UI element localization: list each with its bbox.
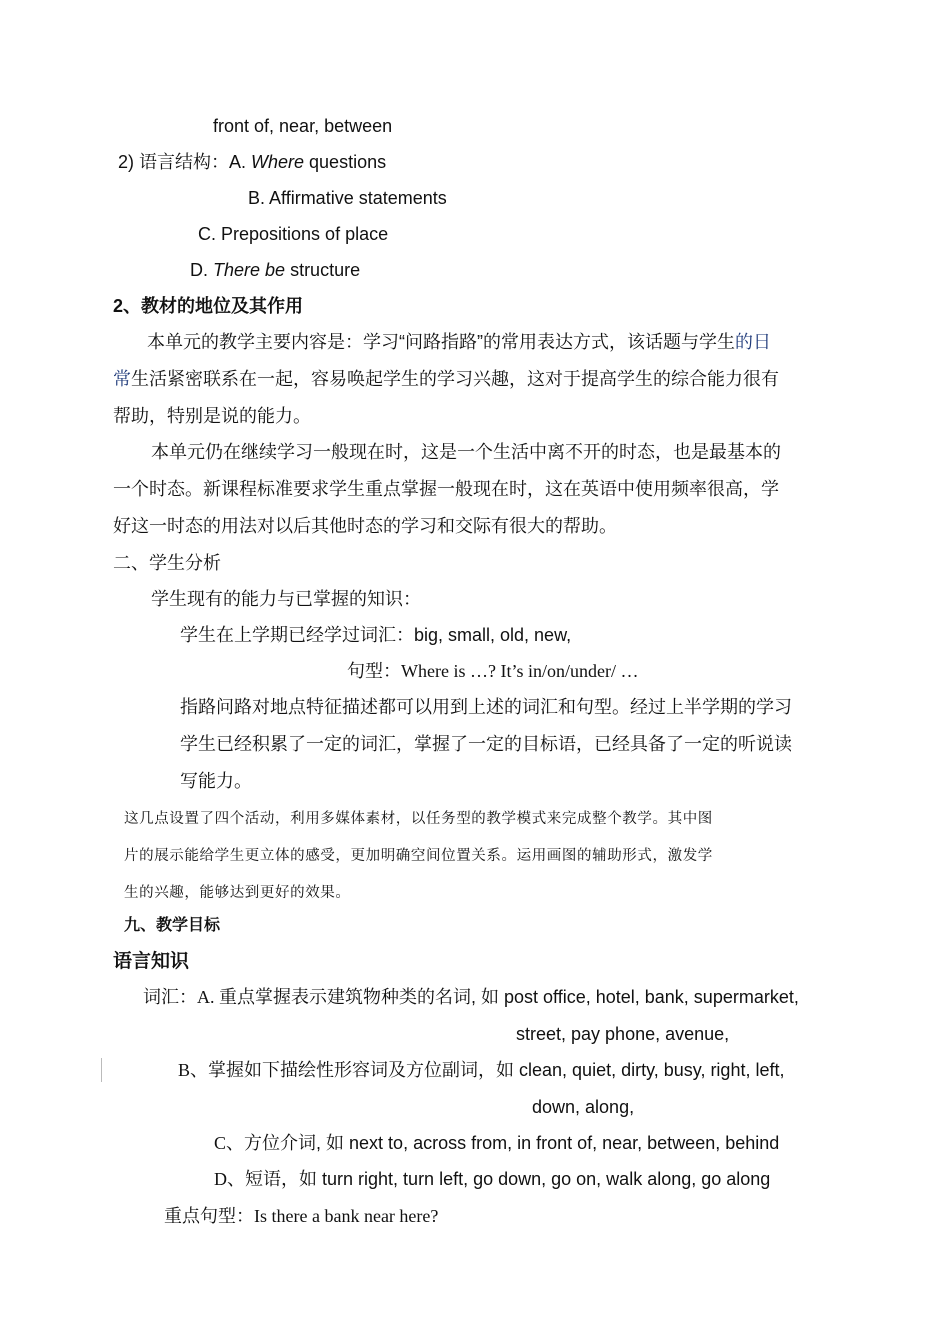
item-prefix: D、 [214,1169,245,1189]
vocab-continuation: front of, near, between [213,116,393,136]
item-description: 重点掌握表示建筑物种类的名词, 如 [219,987,505,1007]
paragraph-line [147,330,771,354]
note-line: 片的展示能给学生更立体的感受，更加明确空间位置关系。运用画图的辅助形式，激发学 [124,848,713,864]
pattern-text: Is there a bank near here? [254,1206,439,1226]
structure-a-rest: questions [304,152,387,172]
goal-vocab-a [143,985,799,1009]
item-prefix: B、 [178,1060,209,1080]
paragraph-text: 生活紧密联系在一起，容易唤起学生的学习兴趣，这对于提高学生的综合能力很有 [131,369,779,389]
item-prefix: A. [197,987,219,1007]
item-description: 方位介词, 如 [244,1133,350,1153]
note-line: 这几点设置了四个活动，利用多媒体素材，以任务型的教学模式来完成整个教学。其中图 [124,811,713,827]
highlighted-text: 常 [113,369,131,389]
language-structure-a [118,150,386,174]
language-structure-b: B. Affirmative statements [248,188,447,208]
structure-d-rest: structure [285,260,361,280]
paragraph-line: 帮助，特别是说的能力。 [113,406,311,426]
subheading-language-knowledge: 语言知识 [113,951,190,972]
goal-vocab-a-continuation: street, pay phone, avenue, [516,1024,730,1044]
structure-d-emphasis: There be [213,260,286,280]
goal-vocab-c [214,1131,779,1155]
paragraph-line: 指路问路对地点特征描述都可以用到上述的词汇和句型。经过上半学期的学习 [180,697,792,717]
structure-d-prefix: D. [190,260,214,280]
section-heading-student-analysis: 二、学生分析 [113,553,221,573]
learned-sentence-pattern [347,659,638,683]
vocab-label: 词汇： [143,987,197,1007]
paragraph-line: 本单元仍在继续学习一般现在时，这是一个生活中离不开的时态，也是最基本的 [151,442,781,462]
item-examples: next to, across from, in front of, near, between, behind [349,1133,780,1153]
item-description: 短语，如 [245,1169,323,1189]
key-sentence-pattern [164,1204,438,1228]
paragraph-line: 写能力。 [180,771,252,791]
pattern-label: 句型： [347,661,401,681]
item-examples: clean, quiet, dirty, busy, right, left, [519,1060,785,1080]
structure-label: 2) 语言结构：A. [118,152,252,172]
note-line: 生的兴趣，能够达到更好的效果。 [124,885,351,901]
item-prefix: C、 [214,1133,245,1153]
structure-a-emphasis: Where [251,152,305,172]
goal-vocab-b-continuation: down, along, [532,1097,635,1117]
language-structure-d [190,258,360,282]
goal-vocab-d [214,1167,770,1191]
student-abilities-intro: 学生现有的能力与已掌握的知识： [151,589,421,609]
vocabulary-words: big, small, old, new, [414,625,572,645]
section-heading-textbook-role: 2、教材的地位及其作用 [113,296,304,316]
item-examples: post office, hotel, bank, supermarket, [504,987,799,1007]
paragraph-line: 好这一时态的用法对以后其他时态的学习和交际有很大的帮助。 [113,516,617,536]
pattern-text: Where is …? It’s in/on/under/ … [401,661,639,681]
paragraph-line: 一个时态。新课程标准要求学生重点掌握一般现在时，这在英语中使用频率很高，学 [113,479,779,499]
learned-vocabulary [180,623,571,647]
item-examples: turn right, turn left, go down, go on, walk along, go along [322,1169,771,1189]
revision-mark [101,1058,102,1082]
paragraph-line: 学生已经积累了一定的词汇，掌握了一定的目标语，已经具备了一定的听说读 [180,734,792,754]
language-structure-c: C. Prepositions of place [198,224,389,244]
paragraph-line [113,367,779,391]
item-description: 掌握如下描绘性形容词及方位副词，如 [208,1060,520,1080]
vocabulary-label: 学生在上学期已经学过词汇： [180,625,414,645]
paragraph-text: 本单元的教学主要内容是：学习“问路指路”的常用表达方式，该话题与学生 [147,332,735,352]
highlighted-text: 的日 [735,332,771,352]
goal-vocab-b [178,1058,784,1082]
pattern-label: 重点句型： [164,1206,254,1226]
section-heading-teaching-goals: 九、教学目标 [124,917,221,934]
